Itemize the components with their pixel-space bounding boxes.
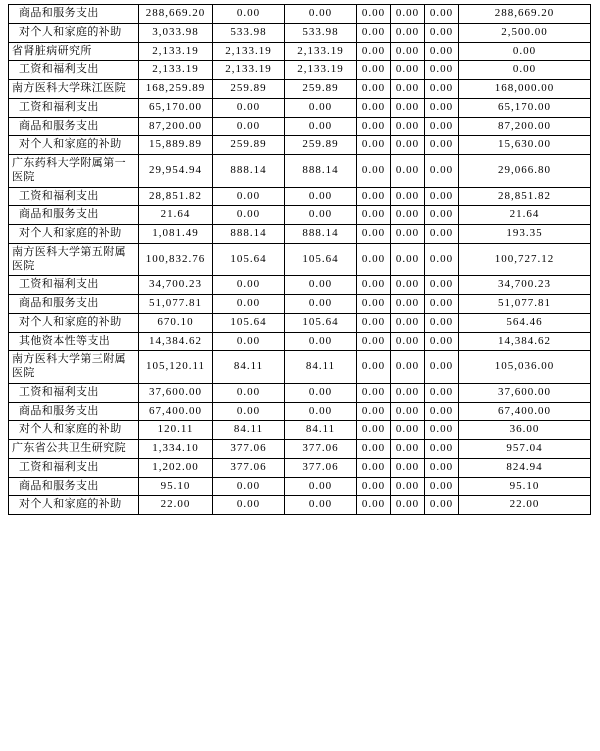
row-value: 0.00 (357, 440, 391, 459)
row-label: 广东省公共卫生研究院 (9, 440, 139, 459)
row-value: 0.00 (357, 98, 391, 117)
row-value: 0.00 (459, 61, 591, 80)
row-value: 0.00 (391, 243, 425, 276)
row-value: 0.00 (213, 402, 285, 421)
row-label: 对个人和家庭的补助 (9, 496, 139, 515)
row-value: 29,066.80 (459, 155, 591, 188)
row-value: 888.14 (285, 225, 357, 244)
row-value: 1,202.00 (139, 458, 213, 477)
row-label: 南方医科大学珠江医院 (9, 80, 139, 99)
row-value: 84.11 (285, 421, 357, 440)
row-value: 0.00 (425, 80, 459, 99)
row-value: 2,133.19 (139, 61, 213, 80)
row-value: 0.00 (357, 458, 391, 477)
row-value: 28,851.82 (459, 187, 591, 206)
table-row (9, 402, 591, 421)
row-label: 商品和服务支出 (9, 117, 139, 136)
table-row (9, 496, 591, 515)
table-row (9, 23, 591, 42)
row-value: 95.10 (139, 477, 213, 496)
row-value: 37,600.00 (139, 383, 213, 402)
row-value: 0.00 (357, 61, 391, 80)
row-value: 0.00 (357, 383, 391, 402)
row-value: 21.64 (139, 206, 213, 225)
row-value: 564.46 (459, 313, 591, 332)
row-value: 0.00 (357, 313, 391, 332)
row-value: 0.00 (391, 458, 425, 477)
row-value: 0.00 (425, 23, 459, 42)
row-value: 37,600.00 (459, 383, 591, 402)
row-value: 259.89 (213, 136, 285, 155)
financial-table (8, 4, 591, 515)
row-value: 0.00 (425, 206, 459, 225)
row-value: 2,133.19 (213, 61, 285, 80)
table-row (9, 61, 591, 80)
row-value: 22.00 (139, 496, 213, 515)
row-value: 0.00 (357, 117, 391, 136)
row-value: 0.00 (391, 421, 425, 440)
row-value: 0.00 (285, 332, 357, 351)
table-row (9, 136, 591, 155)
row-value: 0.00 (357, 477, 391, 496)
row-value: 259.89 (285, 80, 357, 99)
row-value: 0.00 (425, 155, 459, 188)
row-value: 0.00 (357, 225, 391, 244)
row-value: 0.00 (391, 225, 425, 244)
row-value: 168,000.00 (459, 80, 591, 99)
row-value: 259.89 (285, 136, 357, 155)
row-value: 14,384.62 (459, 332, 591, 351)
table-row (9, 477, 591, 496)
row-value: 288,669.20 (139, 5, 213, 24)
row-label: 工资和福利支出 (9, 276, 139, 295)
row-value: 0.00 (285, 276, 357, 295)
row-value: 288,669.20 (459, 5, 591, 24)
table-row (9, 117, 591, 136)
table-row (9, 421, 591, 440)
row-value: 0.00 (213, 98, 285, 117)
row-label: 商品和服务支出 (9, 402, 139, 421)
row-value: 0.00 (213, 332, 285, 351)
row-value: 0.00 (425, 496, 459, 515)
row-value: 0.00 (213, 383, 285, 402)
row-value: 105.64 (285, 243, 357, 276)
row-value: 0.00 (391, 117, 425, 136)
row-value: 120.11 (139, 421, 213, 440)
row-value: 0.00 (357, 42, 391, 61)
row-value: 0.00 (391, 23, 425, 42)
row-value: 0.00 (425, 402, 459, 421)
row-label: 南方医科大学第三附属医院 (9, 351, 139, 384)
row-value: 15,630.00 (459, 136, 591, 155)
row-value: 0.00 (285, 117, 357, 136)
row-label: 商品和服务支出 (9, 295, 139, 314)
row-label: 商品和服务支出 (9, 5, 139, 24)
row-value: 0.00 (357, 402, 391, 421)
table-row (9, 80, 591, 99)
row-value: 105.64 (213, 313, 285, 332)
row-label: 对个人和家庭的补助 (9, 225, 139, 244)
row-value: 0.00 (357, 295, 391, 314)
table-row (9, 351, 591, 384)
row-value: 0.00 (425, 295, 459, 314)
row-value: 0.00 (391, 351, 425, 384)
row-value: 84.11 (285, 351, 357, 384)
row-value: 0.00 (391, 440, 425, 459)
row-value: 0.00 (425, 383, 459, 402)
table-row (9, 187, 591, 206)
row-value: 0.00 (213, 117, 285, 136)
row-value: 100,727.12 (459, 243, 591, 276)
row-label: 对个人和家庭的补助 (9, 136, 139, 155)
row-value: 100,832.76 (139, 243, 213, 276)
row-value: 0.00 (425, 276, 459, 295)
row-value: 0.00 (285, 295, 357, 314)
table-row (9, 243, 591, 276)
row-value: 0.00 (285, 5, 357, 24)
row-value: 0.00 (391, 42, 425, 61)
row-value: 0.00 (391, 80, 425, 99)
row-value: 21.64 (459, 206, 591, 225)
row-value: 0.00 (425, 351, 459, 384)
row-value: 0.00 (213, 5, 285, 24)
row-value: 105,120.11 (139, 351, 213, 384)
table-row (9, 458, 591, 477)
row-value: 0.00 (285, 187, 357, 206)
document-page (0, 4, 600, 751)
row-value: 29,954.94 (139, 155, 213, 188)
row-value: 0.00 (285, 402, 357, 421)
row-value: 34,700.23 (139, 276, 213, 295)
row-value: 15,889.89 (139, 136, 213, 155)
row-value: 2,133.19 (285, 61, 357, 80)
row-value: 51,077.81 (459, 295, 591, 314)
row-value: 0.00 (391, 136, 425, 155)
row-value: 36.00 (459, 421, 591, 440)
row-value: 28,851.82 (139, 187, 213, 206)
row-value: 377.06 (213, 440, 285, 459)
row-value: 259.89 (213, 80, 285, 99)
row-value: 0.00 (357, 187, 391, 206)
row-value: 377.06 (213, 458, 285, 477)
row-value: 0.00 (391, 313, 425, 332)
row-value: 105.64 (285, 313, 357, 332)
table-row (9, 98, 591, 117)
row-value: 0.00 (425, 225, 459, 244)
row-value: 0.00 (391, 477, 425, 496)
row-value: 0.00 (391, 155, 425, 188)
row-value: 0.00 (213, 295, 285, 314)
table-row (9, 383, 591, 402)
row-value: 67,400.00 (459, 402, 591, 421)
row-value: 2,133.19 (139, 42, 213, 61)
row-value: 0.00 (357, 206, 391, 225)
row-value: 105.64 (213, 243, 285, 276)
row-value: 34,700.23 (459, 276, 591, 295)
row-value: 0.00 (391, 402, 425, 421)
row-value: 168,259.89 (139, 80, 213, 99)
row-value: 670.10 (139, 313, 213, 332)
row-value: 0.00 (213, 477, 285, 496)
table-row (9, 313, 591, 332)
row-value: 888.14 (213, 225, 285, 244)
row-value: 824.94 (459, 458, 591, 477)
row-label: 工资和福利支出 (9, 458, 139, 477)
row-label: 工资和福利支出 (9, 383, 139, 402)
row-label: 南方医科大学第五附属医院 (9, 243, 139, 276)
row-value: 888.14 (213, 155, 285, 188)
row-value: 0.00 (425, 243, 459, 276)
row-value: 377.06 (285, 458, 357, 477)
row-value: 2,500.00 (459, 23, 591, 42)
row-value: 0.00 (213, 496, 285, 515)
row-value: 65,170.00 (139, 98, 213, 117)
row-label: 其他资本性等支出 (9, 332, 139, 351)
row-value: 888.14 (285, 155, 357, 188)
table-row (9, 5, 591, 24)
table-row (9, 225, 591, 244)
row-value: 0.00 (425, 117, 459, 136)
row-value: 0.00 (425, 421, 459, 440)
table-row (9, 440, 591, 459)
row-value: 2,133.19 (213, 42, 285, 61)
row-value: 87,200.00 (459, 117, 591, 136)
row-value: 533.98 (285, 23, 357, 42)
row-value: 0.00 (357, 496, 391, 515)
row-value: 0.00 (391, 5, 425, 24)
row-value: 0.00 (357, 276, 391, 295)
row-value: 0.00 (391, 496, 425, 515)
row-value: 3,033.98 (139, 23, 213, 42)
row-value: 0.00 (357, 136, 391, 155)
row-value: 0.00 (357, 5, 391, 24)
row-value: 95.10 (459, 477, 591, 496)
row-value: 14,384.62 (139, 332, 213, 351)
row-value: 1,334.10 (139, 440, 213, 459)
row-value: 0.00 (425, 5, 459, 24)
row-value: 0.00 (357, 351, 391, 384)
row-value: 67,400.00 (139, 402, 213, 421)
row-value: 957.04 (459, 440, 591, 459)
row-value: 0.00 (285, 383, 357, 402)
row-value: 0.00 (213, 187, 285, 206)
row-value: 2,133.19 (285, 42, 357, 61)
row-value: 0.00 (391, 295, 425, 314)
table-row (9, 206, 591, 225)
row-value: 377.06 (285, 440, 357, 459)
row-label: 对个人和家庭的补助 (9, 23, 139, 42)
row-value: 0.00 (425, 332, 459, 351)
row-value: 22.00 (459, 496, 591, 515)
row-label: 对个人和家庭的补助 (9, 421, 139, 440)
row-value: 105,036.00 (459, 351, 591, 384)
row-value: 0.00 (425, 61, 459, 80)
row-value: 0.00 (425, 440, 459, 459)
row-value: 0.00 (425, 98, 459, 117)
row-value: 0.00 (213, 276, 285, 295)
row-value: 0.00 (357, 421, 391, 440)
row-label: 工资和福利支出 (9, 61, 139, 80)
row-value: 0.00 (285, 477, 357, 496)
row-value: 0.00 (391, 187, 425, 206)
row-label: 对个人和家庭的补助 (9, 313, 139, 332)
row-value: 0.00 (357, 80, 391, 99)
row-value: 0.00 (391, 383, 425, 402)
row-value: 0.00 (425, 42, 459, 61)
row-value: 0.00 (213, 206, 285, 225)
row-value: 0.00 (285, 98, 357, 117)
row-value: 0.00 (357, 23, 391, 42)
row-value: 0.00 (425, 187, 459, 206)
row-label: 商品和服务支出 (9, 477, 139, 496)
row-value: 84.11 (213, 351, 285, 384)
row-value: 0.00 (425, 477, 459, 496)
row-value: 0.00 (285, 496, 357, 515)
table-row (9, 42, 591, 61)
row-value: 0.00 (459, 42, 591, 61)
row-value: 533.98 (213, 23, 285, 42)
row-value: 1,081.49 (139, 225, 213, 244)
row-value: 87,200.00 (139, 117, 213, 136)
row-label: 广东药科大学附属第一医院 (9, 155, 139, 188)
row-value: 84.11 (213, 421, 285, 440)
row-value: 193.35 (459, 225, 591, 244)
row-value: 65,170.00 (459, 98, 591, 117)
row-label: 工资和福利支出 (9, 187, 139, 206)
row-label: 省肾脏病研究所 (9, 42, 139, 61)
row-value: 0.00 (357, 155, 391, 188)
row-value: 0.00 (391, 276, 425, 295)
row-value: 0.00 (357, 243, 391, 276)
row-value: 0.00 (391, 61, 425, 80)
row-label: 工资和福利支出 (9, 98, 139, 117)
row-value: 0.00 (391, 98, 425, 117)
row-value: 0.00 (425, 313, 459, 332)
row-value: 0.00 (425, 136, 459, 155)
row-value: 51,077.81 (139, 295, 213, 314)
row-value: 0.00 (285, 206, 357, 225)
table-body (9, 5, 591, 515)
row-value: 0.00 (425, 458, 459, 477)
row-value: 0.00 (391, 206, 425, 225)
table-row (9, 276, 591, 295)
table-row (9, 332, 591, 351)
row-value: 0.00 (391, 332, 425, 351)
row-value: 0.00 (357, 332, 391, 351)
row-label: 商品和服务支出 (9, 206, 139, 225)
table-row (9, 295, 591, 314)
table-row (9, 155, 591, 188)
